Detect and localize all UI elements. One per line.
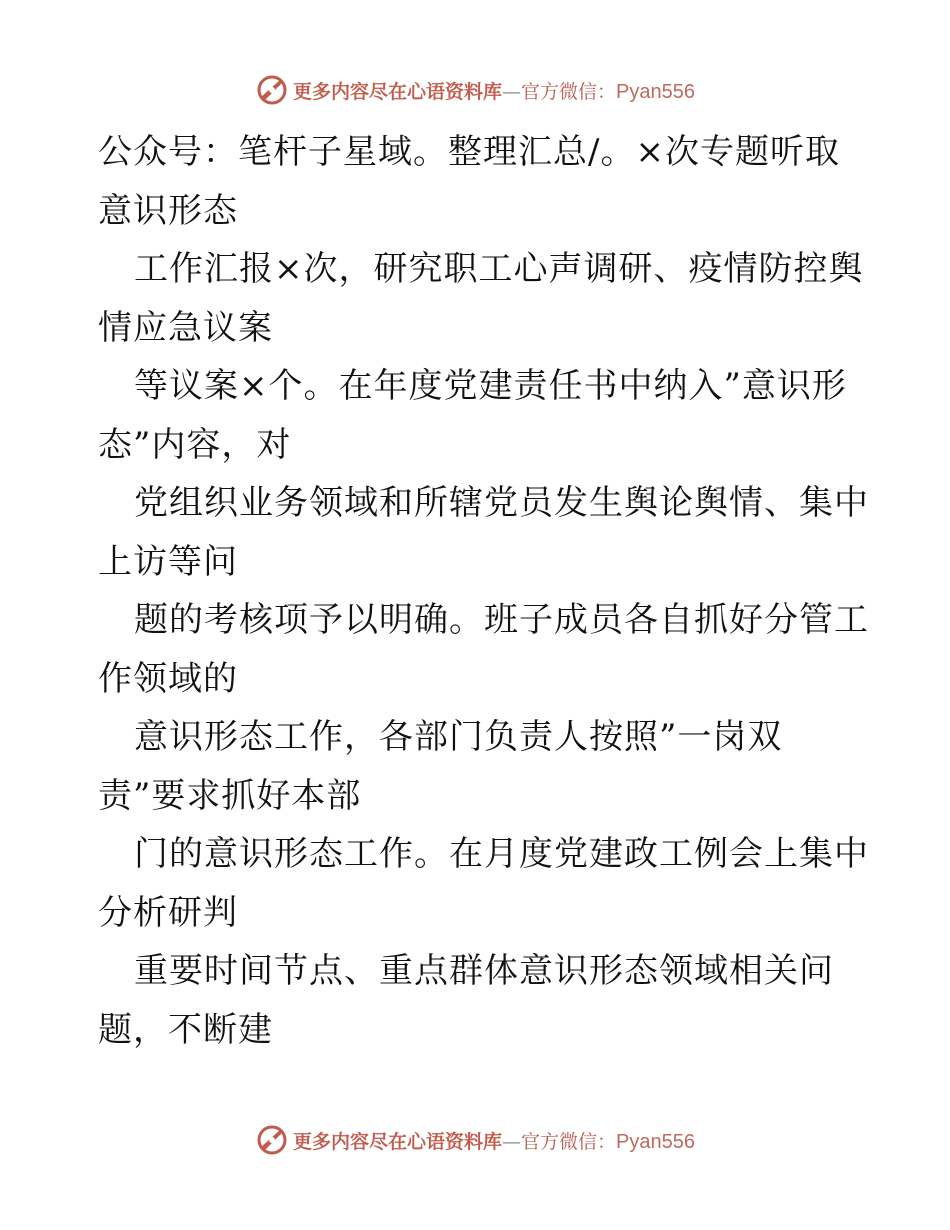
body-line: 门的意识形态工作。在月度党建政工例会上集中 — [134, 834, 869, 874]
footer-banner-text — [293, 1127, 695, 1154]
footer-wechat-label: 官方微信： — [521, 1130, 617, 1153]
document-body — [98, 123, 869, 1059]
body-line: 题的考核项予以明确。班子成员各自抓好分管工 — [134, 600, 869, 640]
body-line: 意识形态工作，各部门负责人按照”一岗双 — [134, 717, 783, 757]
header-wechat-label: 官方微信： — [521, 80, 617, 103]
body-line: 上访等问 — [98, 541, 238, 582]
body-line: 态”内容，对 — [98, 424, 292, 465]
body-line: 重要时间节点、重点群体意识形态领域相关问 — [134, 951, 834, 991]
header-separator: — — [502, 80, 522, 103]
body-line: 意识形态 — [98, 190, 238, 231]
header-wechat-id: Pyan556 — [616, 80, 695, 103]
quill-logo-icon — [255, 1123, 289, 1157]
footer-banner — [0, 1120, 950, 1160]
body-line: 等议案×个。在年度党建责任书中纳入”意识形 — [134, 366, 847, 406]
body-line: 情应急议案 — [98, 307, 273, 348]
footer-wechat-id: Pyan556 — [616, 1130, 695, 1153]
footer-separator: — — [502, 1130, 522, 1153]
quill-logo-icon — [255, 73, 289, 107]
body-line: 工作汇报×次，研究职工心声调研、疫情防控舆 — [134, 249, 864, 289]
body-line: 题，不断建 — [98, 1009, 273, 1050]
body-line: 责”要求抓好本部 — [98, 775, 362, 816]
header-site-text: 更多内容尽在心语资料库 — [293, 80, 503, 103]
footer-site-text: 更多内容尽在心语资料库 — [293, 1130, 503, 1153]
header-banner — [0, 70, 950, 110]
header-banner-text — [293, 77, 695, 104]
body-line: 分析研判 — [98, 892, 238, 933]
body-line: 公众号：笔杆子星域。整理汇总/。×次专题听取 — [98, 132, 840, 172]
body-line: 作领域的 — [98, 658, 238, 699]
body-line: 党组织业务领域和所辖党员发生舆论舆情、集中 — [134, 483, 869, 523]
